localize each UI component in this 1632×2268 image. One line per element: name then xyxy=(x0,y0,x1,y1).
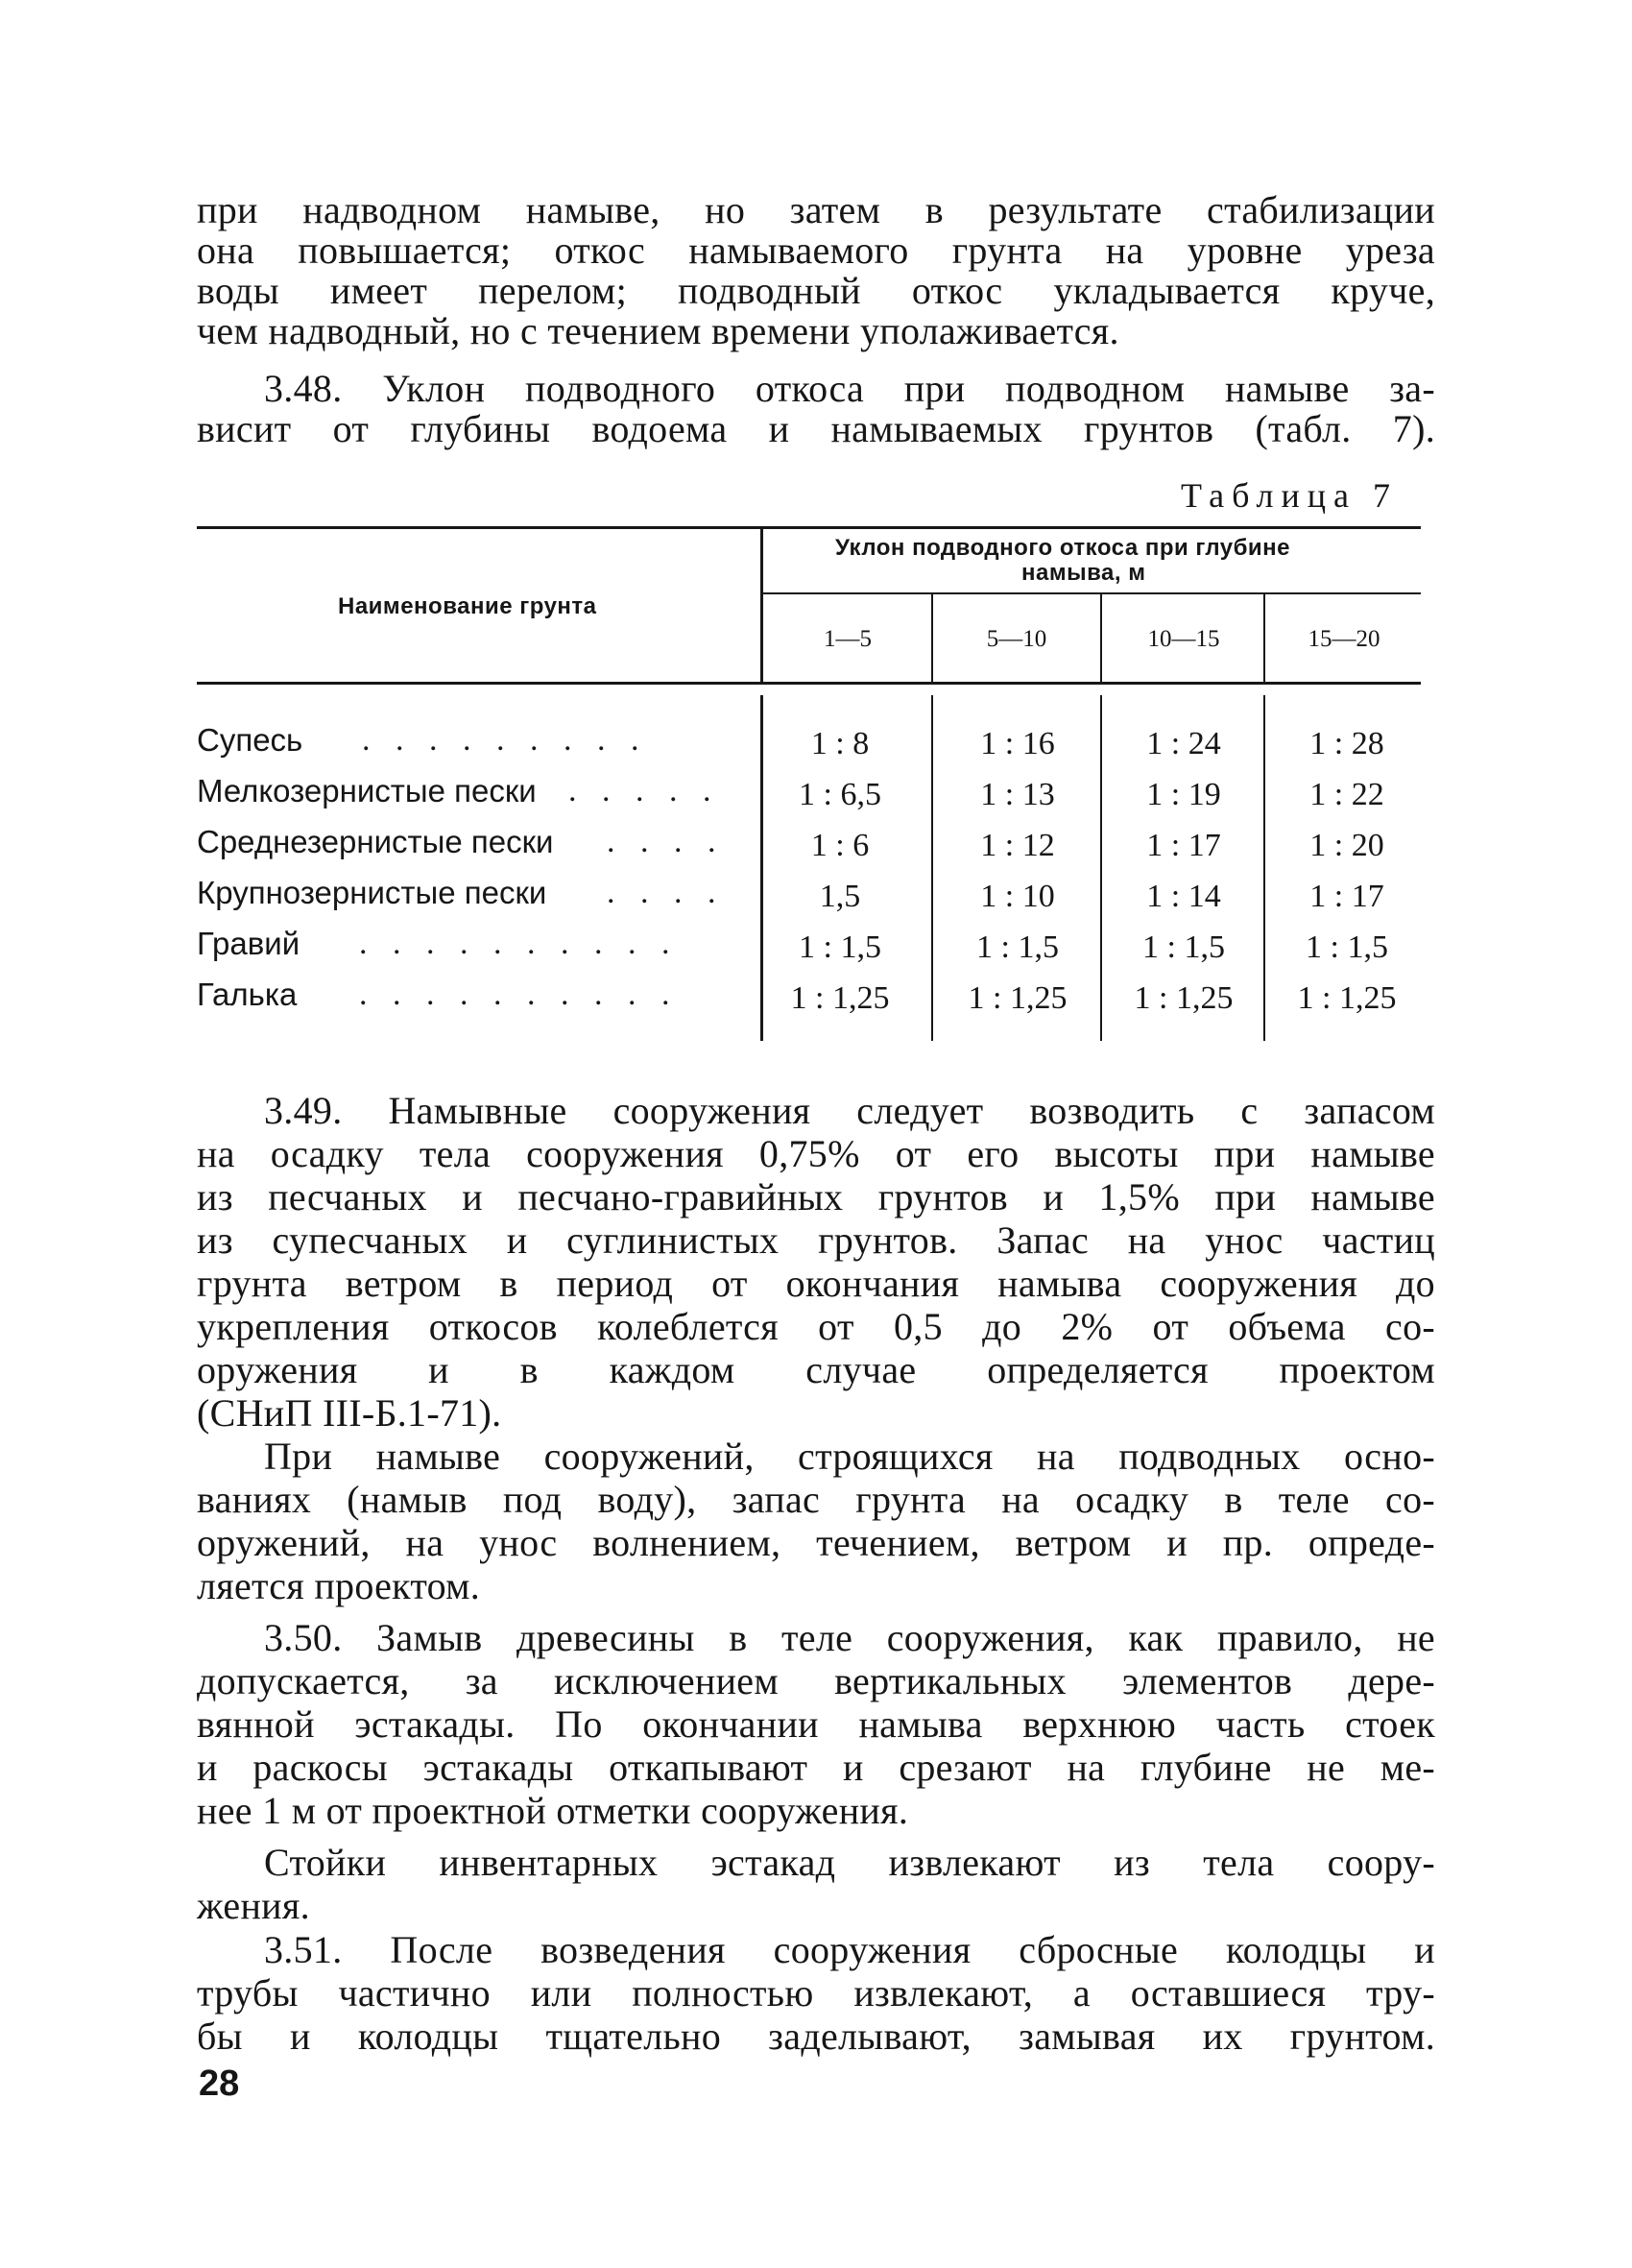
slope-value: 1 : 19 xyxy=(1146,777,1221,812)
table-caption: Таблица 7 xyxy=(1181,476,1398,515)
slope-value: 1 : 28 xyxy=(1309,726,1384,761)
soil-name: Крупнозернистые пески xyxy=(197,875,547,910)
slope-value: 1 : 22 xyxy=(1309,777,1384,812)
text-line: Стойки инвентарных эстакад извлекают из тела соору- xyxy=(264,1841,1435,1884)
text-line: и раскосы эстакады откапывают и срезают на глубине не ме- xyxy=(197,1746,1435,1789)
leader-dots: . . . . xyxy=(607,824,725,859)
text-line: грунта ветром в период от окончания намыва сооружения до xyxy=(197,1262,1435,1305)
soil-name: Супесь xyxy=(197,722,303,758)
text-line: 3.48. Уклон подводного откоса при подводном намыве за- xyxy=(264,367,1435,410)
text-line: ваниях (намыв под воду), запас грунта на осадку в теле со- xyxy=(197,1478,1435,1521)
soil-name: Мелкозернистые пески xyxy=(197,773,537,808)
slope-value: 1 : 16 xyxy=(980,726,1055,761)
text-line: из песчаных и песчано-гравийных грунтов и 1,5% при намыве xyxy=(197,1175,1435,1218)
table-header-bottom-rule xyxy=(197,682,1421,685)
text-line: жения. xyxy=(197,1884,310,1927)
table-top-rule xyxy=(197,526,1421,529)
text-line: вянной эстакады. По окончании намыва верхнюю часть стоек xyxy=(197,1702,1435,1746)
slope-value: 1 : 12 xyxy=(980,828,1055,863)
page-number: 28 xyxy=(199,2063,240,2104)
slope-value: 1 : 1,5 xyxy=(976,929,1059,965)
text-line: нее 1 м от проектной отметки сооружения. xyxy=(197,1789,909,1832)
slope-column-header-line: намыва, м xyxy=(1021,560,1146,586)
depth-header: 1—5 xyxy=(824,626,872,652)
text-line: 3.49. Намывные сооружения следует возводить с запасом xyxy=(264,1089,1435,1132)
slope-value: 1 : 6,5 xyxy=(799,777,881,812)
text-line: 3.51. После возведения сооружения сбросные колодцы и xyxy=(264,1928,1435,1971)
table-depth-divider xyxy=(931,594,933,683)
text-line: она повышается; откос намываемого грунта на уровне уреза xyxy=(197,229,1435,272)
table-depth-divider xyxy=(1100,594,1102,683)
text-line: оружений, на унос волнением, течением, ветром и пр. опреде- xyxy=(197,1521,1435,1564)
text-line: оружения и в каждом случае определяется проектом xyxy=(197,1348,1435,1391)
slope-value: 1,5 xyxy=(819,879,861,914)
slope-value: 1 : 24 xyxy=(1146,726,1221,761)
soil-column-header: Наименование грунта xyxy=(338,593,597,619)
leader-dots: . . . . . . . . . . xyxy=(359,977,679,1012)
leader-dots: . . . . . . . . . xyxy=(362,722,648,758)
text-line: на осадку тела сооружения 0,75% от его высоты при намыве xyxy=(197,1132,1435,1175)
slope-value: 1 : 1,25 xyxy=(1297,980,1397,1016)
slope-value: 1 : 17 xyxy=(1309,879,1384,914)
text-line: укрепления откосов колеблется от 0,5 до 2% от объема со- xyxy=(197,1305,1435,1348)
slope-value: 1 : 14 xyxy=(1146,879,1221,914)
slope-value: 1 : 1,25 xyxy=(1134,980,1234,1016)
slope-value: 1 : 1,5 xyxy=(1306,929,1388,965)
slope-value: 1 : 17 xyxy=(1146,828,1221,863)
text-line: трубы частично или полностью извлекают, а оставшиеся тру- xyxy=(197,1971,1435,2015)
leader-dots: . . . . xyxy=(607,875,725,910)
table-depth-divider xyxy=(1263,594,1265,683)
slope-value: 1 : 6 xyxy=(810,828,870,863)
slope-column-header-line: Уклон подводного откоса при глубине xyxy=(835,535,1291,561)
slope-value: 1 : 20 xyxy=(1309,828,1384,863)
slope-value: 1 : 1,25 xyxy=(790,980,890,1016)
text-line: (СНиП III-Б.1-71). xyxy=(197,1391,502,1435)
text-line: из супесчаных и суглинистых грунтов. Запас на унос частиц xyxy=(197,1218,1435,1262)
text-line: висит от глубины водоема и намываемых грунтов (табл. 7). xyxy=(197,407,1435,450)
text-line: допускается, за исключением вертикальных элементов дере- xyxy=(197,1659,1435,1702)
slope-value: 1 : 1,25 xyxy=(968,980,1068,1016)
soil-name: Среднезернистые пески xyxy=(197,824,554,859)
slope-value: 1 : 1,5 xyxy=(1142,929,1225,965)
text-line: бы и колодцы тщательно заделывают, замывая их грунтом. xyxy=(197,2015,1435,2058)
text-line: 3.50. Замыв древесины в теле сооружения, как правило, не xyxy=(264,1616,1435,1659)
text-line: при надводном намыве, но затем в результате стабилизации xyxy=(197,188,1435,231)
slope-value: 1 : 13 xyxy=(980,777,1055,812)
leader-dots: . . . . . xyxy=(568,773,720,808)
depth-header: 15—20 xyxy=(1308,626,1380,652)
depth-header: 5—10 xyxy=(986,626,1047,652)
text-line: При намыве сооружений, строящихся на подводных осно- xyxy=(264,1435,1435,1478)
slope-value: 1 : 8 xyxy=(810,726,870,761)
table-body-divider xyxy=(931,695,933,1041)
soil-name: Галька xyxy=(197,977,298,1012)
text-line: воды имеет перелом; подводный откос укладывается круче, xyxy=(197,269,1435,312)
table-depth-rule xyxy=(760,592,1421,594)
table-header-divider xyxy=(760,529,763,683)
soil-name: Гравий xyxy=(197,926,300,961)
slope-value: 1 : 10 xyxy=(980,879,1055,914)
slope-value: 1 : 1,5 xyxy=(799,929,881,965)
text-line: чем надводный, но с течением времени уполаживается. xyxy=(197,309,1119,352)
depth-header: 10—15 xyxy=(1147,626,1220,652)
leader-dots: . . . . . . . . . . xyxy=(359,926,679,961)
text-line: ляется проектом. xyxy=(197,1564,481,1607)
